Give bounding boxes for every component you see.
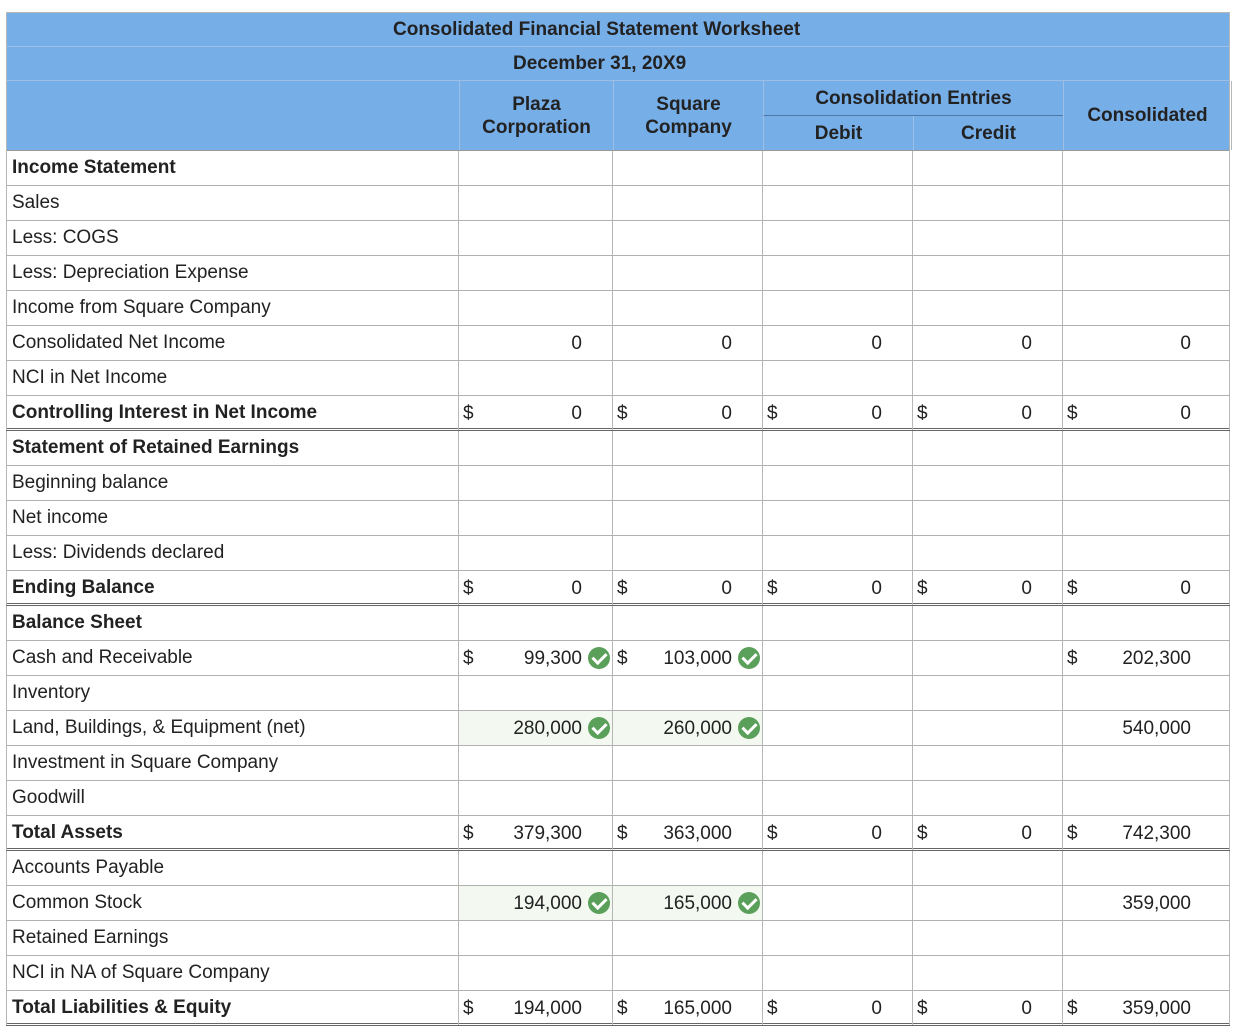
cell-value: 99,300 — [523, 648, 582, 669]
cell-plaza[interactable] — [458, 186, 612, 220]
cell-consolidated[interactable] — [1062, 641, 1230, 675]
cell-plaza[interactable] — [458, 431, 612, 465]
row-label: NCI in Net Income — [6, 361, 456, 395]
cell-plaza[interactable] — [458, 886, 612, 920]
cell-value: 0 — [1021, 823, 1032, 844]
row-label: Controlling Interest in Net Income — [6, 396, 456, 430]
cell-value: 0 — [1021, 403, 1032, 424]
table-row — [6, 186, 1230, 221]
worksheet-title: Consolidated Financial Statement Worksheet — [393, 18, 801, 40]
cell-square[interactable] — [612, 396, 762, 430]
cell-debit[interactable] — [762, 186, 912, 220]
table-row — [6, 921, 1230, 956]
row-label: Sales — [6, 186, 456, 220]
cell-credit[interactable] — [912, 151, 1062, 185]
cell-debit[interactable] — [762, 151, 912, 185]
cell-value: 194,000 — [513, 893, 582, 914]
column-header-row — [7, 81, 1229, 151]
cell-consolidated[interactable] — [1062, 921, 1230, 955]
currency-symbol: $ — [1067, 823, 1078, 844]
cell-value: 363,000 — [663, 823, 732, 844]
currency-symbol: $ — [767, 998, 778, 1019]
row-label: Less: COGS — [6, 221, 456, 255]
cell-value: 280,000 — [513, 718, 582, 739]
table-row — [6, 291, 1230, 326]
cell-debit[interactable] — [762, 851, 912, 885]
check-circle-icon — [738, 647, 760, 669]
currency-symbol: $ — [917, 823, 928, 844]
cell-plaza[interactable] — [458, 711, 612, 745]
row-label: Common Stock — [6, 886, 456, 920]
cell-debit[interactable] — [762, 536, 912, 570]
cell-consolidated[interactable] — [1062, 431, 1230, 465]
cell-plaza[interactable] — [458, 991, 612, 1025]
cell-square[interactable] — [612, 221, 762, 255]
cell-value: 0 — [571, 578, 582, 599]
row-label: Accounts Payable — [6, 851, 456, 885]
col-debit: Debit — [763, 116, 913, 150]
cell-square[interactable] — [612, 991, 762, 1025]
cell-value: 165,000 — [663, 998, 732, 1019]
table-row — [6, 326, 1230, 361]
cell-plaza[interactable] — [458, 501, 612, 535]
cell-debit[interactable] — [762, 711, 912, 745]
currency-symbol: $ — [463, 648, 474, 669]
row-label: Ending Balance — [6, 571, 456, 605]
cell-plaza[interactable] — [458, 466, 612, 500]
table-row — [6, 781, 1230, 816]
cell-plaza[interactable] — [458, 641, 612, 675]
cell-credit[interactable] — [912, 186, 1062, 220]
cell-value: 260,000 — [663, 718, 732, 739]
currency-symbol: $ — [463, 998, 474, 1019]
worksheet-date: December 31, 20X9 — [513, 52, 687, 74]
table-row — [6, 816, 1230, 851]
cell-square[interactable] — [612, 501, 762, 535]
cell-plaza[interactable] — [458, 781, 612, 815]
cell-credit[interactable] — [912, 886, 1062, 920]
cell-credit[interactable] — [912, 606, 1062, 640]
cell-value: 202,300 — [1122, 648, 1191, 669]
cell-debit[interactable] — [762, 501, 912, 535]
cell-credit[interactable] — [912, 676, 1062, 710]
cell-consolidated[interactable] — [1062, 221, 1230, 255]
cell-plaza[interactable] — [458, 256, 612, 290]
table-row — [6, 956, 1230, 991]
cell-consolidated[interactable] — [1062, 186, 1230, 220]
currency-symbol: $ — [463, 578, 474, 599]
currency-symbol: $ — [1067, 998, 1078, 1019]
cell-plaza[interactable] — [458, 291, 612, 325]
cell-value: 0 — [1180, 578, 1191, 599]
cell-credit[interactable] — [912, 256, 1062, 290]
cell-value: 0 — [1021, 333, 1032, 354]
cell-consolidated[interactable] — [1062, 501, 1230, 535]
cell-square[interactable] — [612, 256, 762, 290]
currency-symbol: $ — [617, 998, 628, 1019]
cell-credit[interactable] — [912, 501, 1062, 535]
cell-square[interactable] — [612, 711, 762, 745]
cell-plaza[interactable] — [458, 956, 612, 990]
col-consolidated: Consolidated — [1063, 81, 1232, 150]
cell-value: 165,000 — [663, 893, 732, 914]
cell-credit[interactable] — [912, 571, 1062, 605]
cell-consolidated[interactable] — [1062, 396, 1230, 430]
cell-plaza[interactable] — [458, 361, 612, 395]
cell-plaza[interactable] — [458, 396, 612, 430]
currency-symbol: $ — [767, 403, 778, 424]
check-circle-icon — [588, 647, 610, 669]
currency-symbol: $ — [463, 403, 474, 424]
row-label: Total Liabilities & Equity — [6, 991, 456, 1025]
cell-consolidated[interactable] — [1062, 886, 1230, 920]
cell-consolidated[interactable] — [1062, 816, 1230, 850]
cell-square[interactable] — [612, 291, 762, 325]
cell-debit[interactable] — [762, 606, 912, 640]
cell-consolidated[interactable] — [1062, 606, 1230, 640]
row-label: Beginning balance — [6, 466, 456, 500]
table-row — [6, 396, 1230, 431]
cell-debit[interactable] — [762, 921, 912, 955]
currency-symbol: $ — [617, 648, 628, 669]
cell-credit[interactable] — [912, 466, 1062, 500]
row-label: Retained Earnings — [6, 921, 456, 955]
currency-symbol: $ — [1067, 578, 1078, 599]
cell-credit[interactable] — [912, 851, 1062, 885]
cell-square[interactable] — [612, 816, 762, 850]
row-label: Net income — [6, 501, 456, 535]
cell-credit[interactable] — [912, 711, 1062, 745]
cell-value: 0 — [871, 998, 882, 1019]
cell-value: 194,000 — [513, 998, 582, 1019]
cell-credit[interactable] — [912, 746, 1062, 780]
cell-value: 0 — [1021, 578, 1032, 599]
table-row — [6, 466, 1230, 501]
row-label: Land, Buildings, & Equipment (net) — [6, 711, 456, 745]
row-label: Total Assets — [6, 816, 456, 850]
cell-consolidated[interactable] — [1062, 151, 1230, 185]
cell-value: 0 — [1021, 998, 1032, 1019]
currency-symbol: $ — [1067, 648, 1078, 669]
table-row — [6, 151, 1230, 186]
table-row — [6, 571, 1230, 606]
cell-consolidated[interactable] — [1062, 711, 1230, 745]
cell-credit[interactable] — [912, 221, 1062, 255]
cell-value: 0 — [871, 333, 882, 354]
currency-symbol: $ — [617, 823, 628, 844]
table-row — [6, 851, 1230, 886]
table-row — [6, 221, 1230, 256]
cell-debit[interactable] — [762, 676, 912, 710]
cell-square[interactable] — [612, 676, 762, 710]
cell-credit[interactable] — [912, 641, 1062, 675]
currency-symbol: $ — [617, 578, 628, 599]
cell-credit[interactable] — [912, 396, 1062, 430]
cell-debit[interactable] — [762, 291, 912, 325]
cell-debit[interactable] — [762, 396, 912, 430]
col-plaza: Plaza Corporation — [459, 81, 613, 150]
cell-consolidated[interactable] — [1062, 571, 1230, 605]
cell-debit[interactable] — [762, 746, 912, 780]
cell-square[interactable] — [612, 921, 762, 955]
cell-value: 0 — [871, 403, 882, 424]
cell-credit[interactable] — [912, 291, 1062, 325]
cell-consolidated[interactable] — [1062, 956, 1230, 990]
cell-plaza[interactable] — [458, 921, 612, 955]
cell-consolidated[interactable] — [1062, 326, 1230, 360]
worksheet-header — [6, 12, 1230, 151]
cell-plaza[interactable] — [458, 221, 612, 255]
cell-value: 540,000 — [1122, 718, 1191, 739]
cell-credit[interactable] — [912, 431, 1062, 465]
cell-consolidated[interactable] — [1062, 781, 1230, 815]
cell-value: 0 — [1180, 333, 1191, 354]
cell-square[interactable] — [612, 431, 762, 465]
cell-square[interactable] — [612, 851, 762, 885]
cell-square[interactable] — [612, 956, 762, 990]
cell-consolidated[interactable] — [1062, 991, 1230, 1025]
cell-consolidated[interactable] — [1062, 746, 1230, 780]
cell-debit[interactable] — [762, 956, 912, 990]
cell-credit[interactable] — [912, 361, 1062, 395]
date-row — [7, 47, 1229, 81]
cell-value: 0 — [871, 578, 882, 599]
cell-square[interactable] — [612, 186, 762, 220]
table-row — [6, 676, 1230, 711]
row-label: Income from Square Company — [6, 291, 456, 325]
row-label: Goodwill — [6, 781, 456, 815]
cell-debit[interactable] — [762, 361, 912, 395]
table-row — [6, 641, 1230, 676]
cell-credit[interactable] — [912, 536, 1062, 570]
cell-credit[interactable] — [912, 921, 1062, 955]
cell-plaza[interactable] — [458, 816, 612, 850]
cell-square[interactable] — [612, 361, 762, 395]
cell-square[interactable] — [612, 326, 762, 360]
worksheet — [6, 12, 1230, 1026]
currency-symbol: $ — [917, 403, 928, 424]
check-circle-icon — [588, 717, 610, 739]
cell-value: 0 — [571, 333, 582, 354]
currency-symbol: $ — [917, 578, 928, 599]
cell-plaza[interactable] — [458, 676, 612, 710]
cell-debit[interactable] — [762, 886, 912, 920]
cell-plaza[interactable] — [458, 606, 612, 640]
col-credit: Credit — [913, 116, 1063, 150]
cell-plaza[interactable] — [458, 746, 612, 780]
currency-symbol: $ — [767, 823, 778, 844]
cell-plaza[interactable] — [458, 151, 612, 185]
cell-square[interactable] — [612, 536, 762, 570]
cell-value: 359,000 — [1122, 893, 1191, 914]
row-label: NCI in NA of Square Company — [6, 956, 456, 990]
cell-credit[interactable] — [912, 326, 1062, 360]
cell-debit[interactable] — [762, 431, 912, 465]
cell-plaza[interactable] — [458, 851, 612, 885]
cell-consolidated[interactable] — [1062, 676, 1230, 710]
cell-value: 0 — [721, 578, 732, 599]
cell-debit[interactable] — [762, 641, 912, 675]
row-label: Cash and Receivable — [6, 641, 456, 675]
row-label: Income Statement — [6, 151, 456, 185]
cell-value: 359,000 — [1122, 998, 1191, 1019]
table-row — [6, 991, 1230, 1026]
cell-credit[interactable] — [912, 956, 1062, 990]
currency-symbol: $ — [617, 403, 628, 424]
table-row — [6, 886, 1230, 921]
cell-value: 742,300 — [1122, 823, 1191, 844]
table-row — [6, 711, 1230, 746]
cell-plaza[interactable] — [458, 571, 612, 605]
cell-consolidated[interactable] — [1062, 466, 1230, 500]
cell-value: 0 — [1180, 403, 1191, 424]
row-label: Less: Dividends declared — [6, 536, 456, 570]
cell-square[interactable] — [612, 571, 762, 605]
row-label: Investment in Square Company — [6, 746, 456, 780]
row-label: Balance Sheet — [6, 606, 456, 640]
cell-consolidated[interactable] — [1062, 361, 1230, 395]
cell-value: 0 — [871, 823, 882, 844]
table-row — [6, 746, 1230, 781]
cell-consolidated[interactable] — [1062, 851, 1230, 885]
col-square: Square Company — [613, 81, 763, 150]
currency-symbol: $ — [463, 823, 474, 844]
cell-debit[interactable] — [762, 816, 912, 850]
cell-square[interactable] — [612, 781, 762, 815]
cell-credit[interactable] — [912, 816, 1062, 850]
table-row — [6, 501, 1230, 536]
table-row — [6, 536, 1230, 571]
currency-symbol: $ — [917, 998, 928, 1019]
cell-square[interactable] — [612, 641, 762, 675]
row-label: Consolidated Net Income — [6, 326, 456, 360]
cell-debit[interactable] — [762, 571, 912, 605]
row-label: Less: Depreciation Expense — [6, 256, 456, 290]
worksheet-body — [6, 151, 1230, 1026]
row-label: Inventory — [6, 676, 456, 710]
cell-square[interactable] — [612, 886, 762, 920]
cell-debit[interactable] — [762, 466, 912, 500]
cell-credit[interactable] — [912, 991, 1062, 1025]
title-row — [7, 13, 1229, 47]
cell-value: 0 — [721, 333, 732, 354]
cell-value: 0 — [721, 403, 732, 424]
cell-square[interactable] — [612, 746, 762, 780]
table-row — [6, 431, 1230, 466]
cell-debit[interactable] — [762, 781, 912, 815]
row-label: Statement of Retained Earnings — [6, 431, 456, 465]
currency-symbol: $ — [1067, 403, 1078, 424]
cell-plaza[interactable] — [458, 536, 612, 570]
col-consolidation-entries: Consolidation Entries — [763, 81, 1063, 116]
check-circle-icon — [738, 717, 760, 739]
cell-debit[interactable] — [762, 326, 912, 360]
cell-value: 103,000 — [663, 648, 732, 669]
cell-square[interactable] — [612, 151, 762, 185]
cell-value: 379,300 — [513, 823, 582, 844]
cell-plaza[interactable] — [458, 326, 612, 360]
cell-credit[interactable] — [912, 781, 1062, 815]
cell-debit[interactable] — [762, 221, 912, 255]
currency-symbol: $ — [767, 578, 778, 599]
cell-square[interactable] — [612, 606, 762, 640]
cell-consolidated[interactable] — [1062, 256, 1230, 290]
cell-square[interactable] — [612, 466, 762, 500]
table-row — [6, 361, 1230, 396]
cell-debit[interactable] — [762, 991, 912, 1025]
cell-debit[interactable] — [762, 256, 912, 290]
cell-value: 0 — [571, 403, 582, 424]
cell-consolidated[interactable] — [1062, 536, 1230, 570]
table-row — [6, 256, 1230, 291]
check-circle-icon — [588, 892, 610, 914]
check-circle-icon — [738, 892, 760, 914]
table-row — [6, 606, 1230, 641]
cell-consolidated[interactable] — [1062, 291, 1230, 325]
